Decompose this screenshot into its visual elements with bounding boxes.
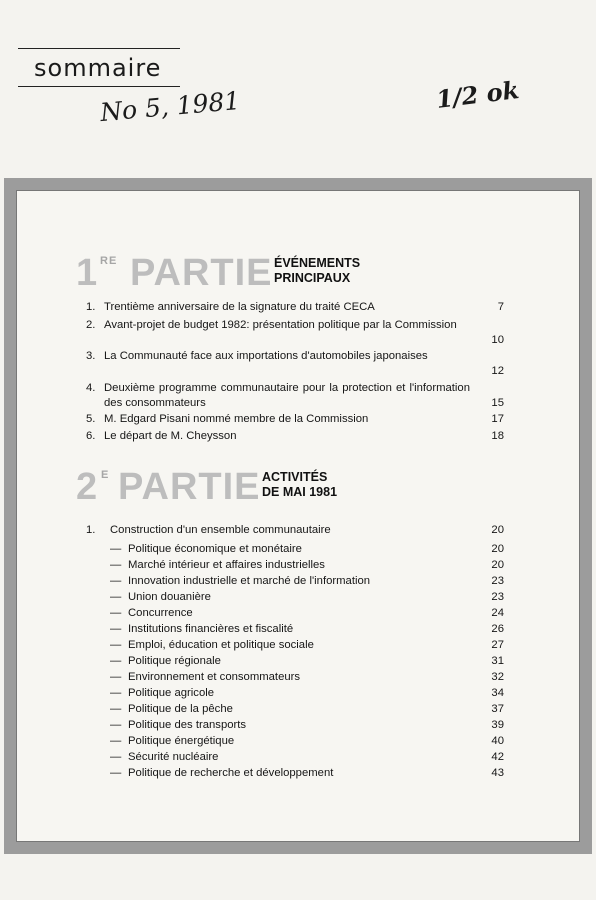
subitem-title: Politique des transports xyxy=(128,719,247,731)
subitem-title: Union douanière xyxy=(128,591,211,603)
bottom-rule xyxy=(18,86,180,87)
subitem-page: 27 xyxy=(491,639,504,651)
part-1-title-line2: PRINCIPAUX xyxy=(274,271,351,285)
item-title: La Communauté face aux importations d'automobiles japonaises xyxy=(104,350,428,362)
item-page: 12 xyxy=(491,365,504,377)
subitem-page: 20 xyxy=(491,543,504,555)
subitem-page: 37 xyxy=(491,703,504,715)
part-2-label: PARTIE xyxy=(118,466,261,508)
dash-bullet: — xyxy=(110,767,122,779)
dash-bullet: — xyxy=(110,703,122,715)
item-title: Trentième anniversaire de la signature du traité CECA xyxy=(104,301,375,313)
subitem-title: Institutions financières et fiscalité xyxy=(128,623,294,635)
item-number: 5. xyxy=(86,413,96,425)
subitem-title: Politique régionale xyxy=(128,655,221,667)
top-rule xyxy=(18,48,180,49)
dash-bullet: — xyxy=(110,655,122,667)
subitem-page: 32 xyxy=(491,671,504,683)
handwritten-check-mark: 1/2 ok xyxy=(434,75,521,114)
part-2-title-line2: DE MAI 1981 xyxy=(262,485,338,499)
item-title: Le départ de M. Cheysson xyxy=(104,430,237,442)
subitem-page: 23 xyxy=(491,591,504,603)
subitem-title: Sécurité nucléaire xyxy=(128,751,219,763)
item-page: 15 xyxy=(491,397,504,409)
subitem-title: Politique économique et monétaire xyxy=(128,543,302,555)
item-number: 2. xyxy=(86,319,96,331)
item-number: 6. xyxy=(86,430,96,442)
part-1-title-line1: ÉVÉNEMENTS xyxy=(274,256,361,270)
subitem-page: 24 xyxy=(491,607,504,619)
item-title: Avant-projet de budget 1982: présentation politique par la Commission xyxy=(104,319,457,331)
subitem-title: Politique agricole xyxy=(128,687,215,699)
dash-bullet: — xyxy=(110,751,122,763)
part-1-number: 1 xyxy=(76,252,97,294)
item-number: 3. xyxy=(86,350,96,362)
dash-bullet: — xyxy=(110,591,122,603)
item-page: 18 xyxy=(491,430,504,442)
part-2-heading xyxy=(76,466,516,508)
item-page: 20 xyxy=(491,524,504,536)
subitem-title: Concurrence xyxy=(128,607,193,619)
item-title: M. Edgard Pisani nommé membre de la Commission xyxy=(104,413,369,425)
subitem-title: Politique énergétique xyxy=(128,735,235,747)
dash-bullet: — xyxy=(110,735,122,747)
dash-bullet: — xyxy=(110,559,122,571)
item-page: 17 xyxy=(491,413,504,425)
subitem-title: Innovation industrielle et marché de l'information xyxy=(128,575,371,587)
part-1-label: PARTIE xyxy=(130,252,273,294)
item-number: 1. xyxy=(86,524,96,536)
subitem-page: 42 xyxy=(491,751,504,763)
subitem-page: 23 xyxy=(491,575,504,587)
subitem-page: 26 xyxy=(491,623,504,635)
subitem-page: 40 xyxy=(491,735,504,747)
item-title: Deuxième programme communautaire pour la protection et l'information des consommateurs xyxy=(104,382,470,409)
part-1-heading xyxy=(76,252,516,294)
item-page: 10 xyxy=(491,334,504,346)
subitem-title: Environnement et consommateurs xyxy=(128,671,301,683)
subitem-title: Politique de recherche et développement xyxy=(128,767,334,779)
subitem-title: Politique de la pêche xyxy=(128,703,233,715)
subitem-title: Emploi, éducation et politique sociale xyxy=(128,639,314,651)
part-2-suffix: E xyxy=(101,469,110,481)
dash-bullet: — xyxy=(110,639,122,651)
dash-bullet: — xyxy=(110,671,122,683)
part-2-number: 2 xyxy=(76,466,97,508)
subitem-title: Marché intérieur et affaires industrielles xyxy=(128,559,325,571)
item-page: 7 xyxy=(497,301,504,313)
contents-frame xyxy=(4,178,592,854)
dash-bullet: — xyxy=(110,575,122,587)
part-2-title xyxy=(262,470,337,500)
part-1-title xyxy=(274,256,360,286)
dash-bullet: — xyxy=(110,607,122,619)
subitem-page: 34 xyxy=(491,687,504,699)
page-title: sommaire xyxy=(34,54,162,82)
subitem-page: 39 xyxy=(491,719,504,731)
subitem-page: 43 xyxy=(491,767,504,779)
dash-bullet: — xyxy=(110,623,122,635)
handwritten-issue-note: No 5, 1981 xyxy=(99,85,242,128)
part-2-title-line1: ACTIVITÉS xyxy=(262,470,328,484)
subitem-page: 20 xyxy=(491,559,504,571)
subitem-page: 31 xyxy=(491,655,504,667)
dash-bullet: — xyxy=(110,687,122,699)
dash-bullet: — xyxy=(110,543,122,555)
item-number: 4. xyxy=(86,382,96,394)
dash-bullet: — xyxy=(110,719,122,731)
part-1-suffix: RE xyxy=(100,255,118,267)
item-title: Construction d'un ensemble communautaire xyxy=(110,524,331,536)
item-number: 1. xyxy=(86,301,96,313)
